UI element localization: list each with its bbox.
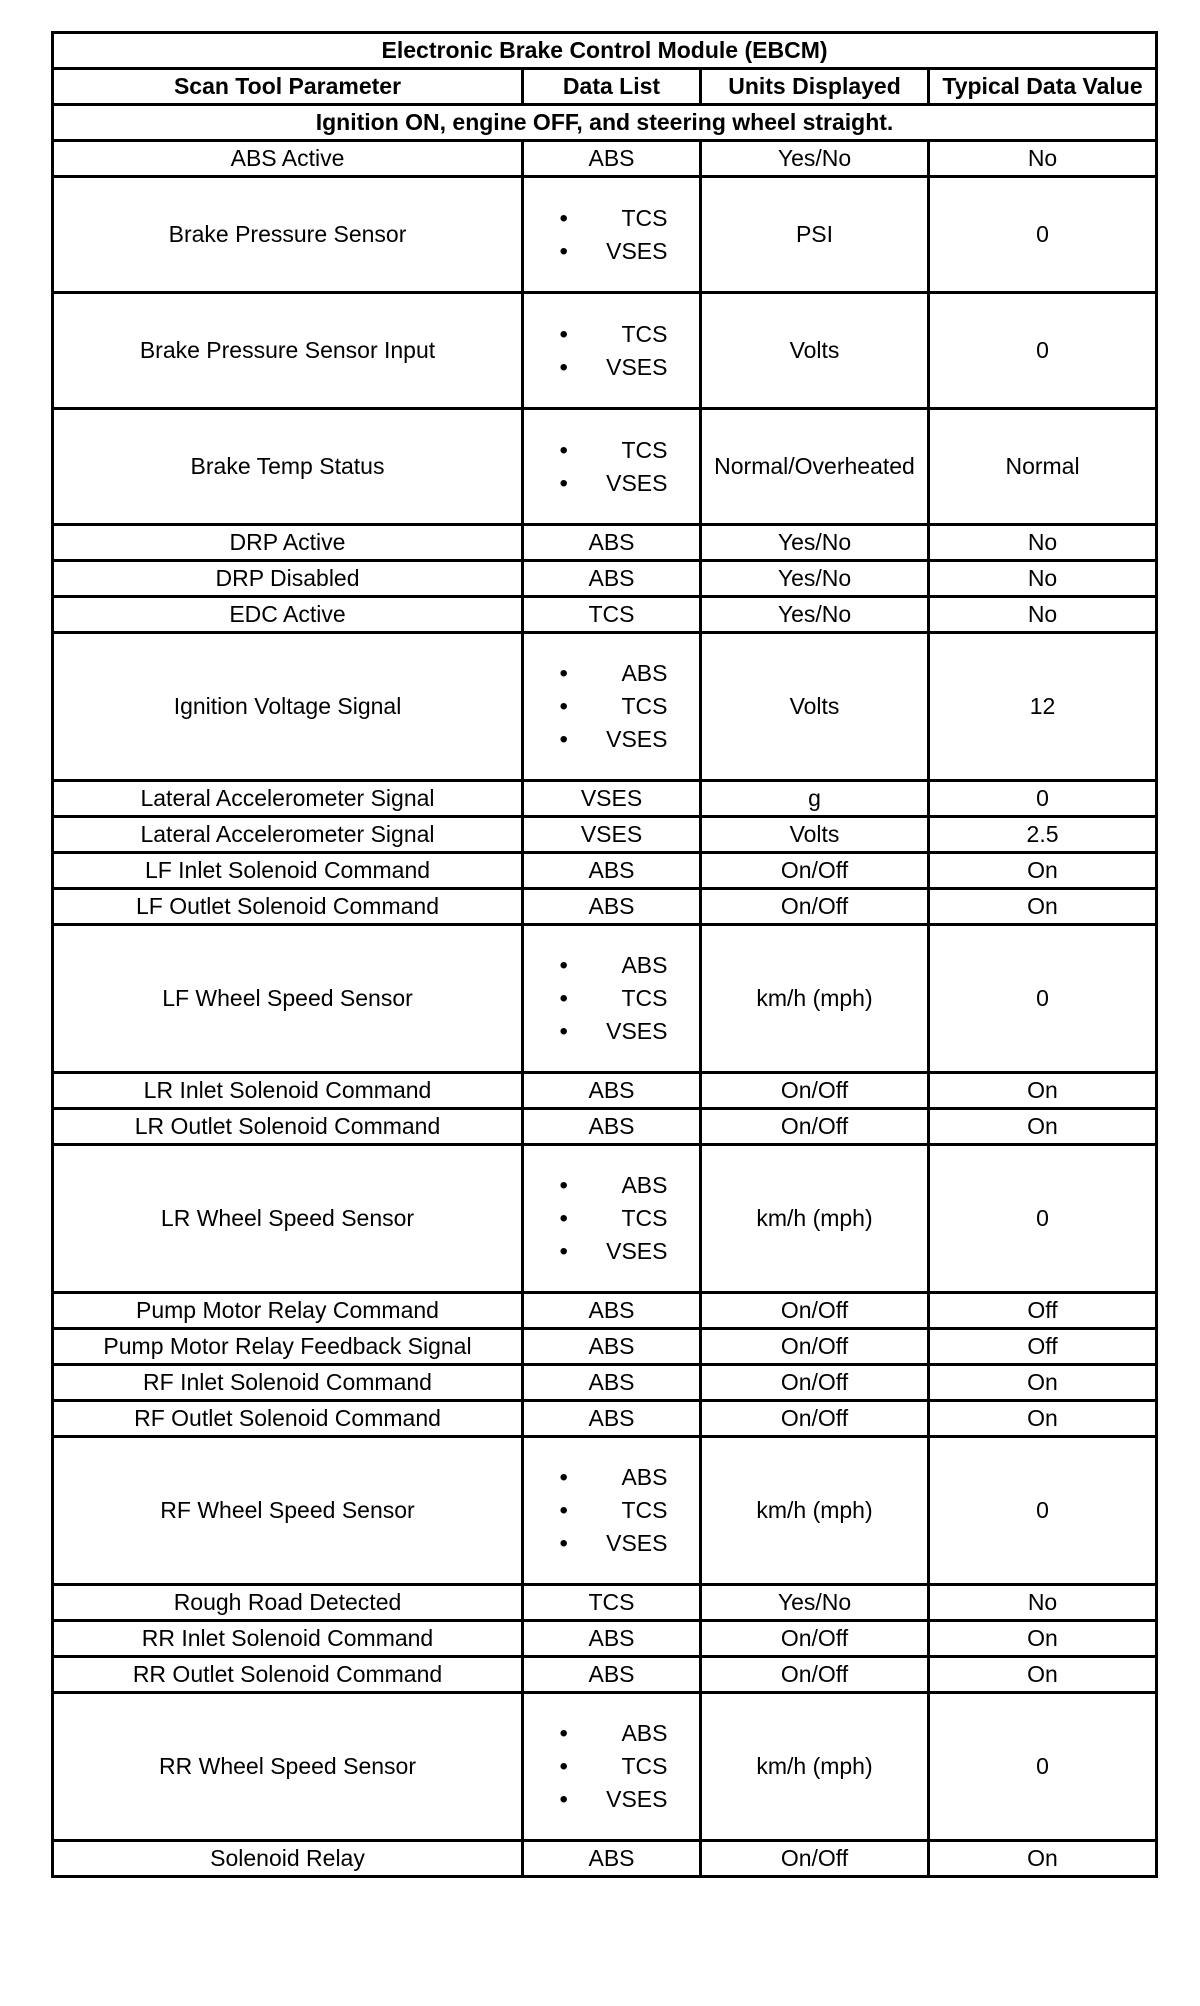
data-list-bullets (552, 1169, 672, 1268)
cell-typical-data-value: Normal (929, 409, 1157, 525)
cell-data-list: ABS (523, 1841, 701, 1877)
cell-units-displayed: On/Off (701, 1293, 929, 1329)
header-units-displayed: Units Displayed (701, 69, 929, 105)
cell-typical-data-value: On (929, 1657, 1157, 1693)
cell-scan-tool-parameter: ABS Active (53, 141, 523, 177)
cell-typical-data-value: On (929, 1841, 1157, 1877)
cell-typical-data-value: On (929, 1401, 1157, 1437)
table-row (53, 177, 1157, 293)
cell-typical-data-value: On (929, 853, 1157, 889)
table-row (53, 1621, 1157, 1657)
cell-scan-tool-parameter: LF Inlet Solenoid Command (53, 853, 523, 889)
data-list-bullets (552, 434, 672, 500)
table-row (53, 1841, 1157, 1877)
cell-scan-tool-parameter: LR Wheel Speed Sensor (53, 1145, 523, 1293)
cell-units-displayed: km/h (mph) (701, 925, 929, 1073)
data-list-bullets (552, 202, 672, 268)
data-list-bullets (552, 318, 672, 384)
cell-typical-data-value: 2.5 (929, 817, 1157, 853)
data-list-item: • ABS (552, 949, 672, 982)
cell-scan-tool-parameter: RR Wheel Speed Sensor (53, 1693, 523, 1841)
cell-scan-tool-parameter: RF Outlet Solenoid Command (53, 1401, 523, 1437)
table-row (53, 561, 1157, 597)
cell-data-list (523, 177, 701, 293)
cell-scan-tool-parameter: Pump Motor Relay Feedback Signal (53, 1329, 523, 1365)
cell-typical-data-value: On (929, 1109, 1157, 1145)
cell-scan-tool-parameter: Pump Motor Relay Command (53, 1293, 523, 1329)
cell-typical-data-value: No (929, 597, 1157, 633)
cell-scan-tool-parameter: LR Inlet Solenoid Command (53, 1073, 523, 1109)
data-list-item: • TCS (552, 434, 672, 467)
cell-typical-data-value: 12 (929, 633, 1157, 781)
data-list-item: • ABS (552, 1169, 672, 1202)
cell-scan-tool-parameter: RF Wheel Speed Sensor (53, 1437, 523, 1585)
table-row (53, 1365, 1157, 1401)
table-row (53, 925, 1157, 1073)
table-header-row (53, 69, 1157, 105)
table-row (53, 1401, 1157, 1437)
data-list-item: • TCS (552, 982, 672, 1015)
data-list-bullets (552, 657, 672, 756)
data-list-item: • VSES (552, 1235, 672, 1268)
cell-typical-data-value: 0 (929, 293, 1157, 409)
cell-data-list: ABS (523, 1621, 701, 1657)
table-row (53, 1329, 1157, 1365)
cell-units-displayed: On/Off (701, 1657, 929, 1693)
data-list-item: • VSES (552, 723, 672, 756)
cell-scan-tool-parameter: EDC Active (53, 597, 523, 633)
cell-units-displayed: Yes/No (701, 1585, 929, 1621)
cell-units-displayed: Yes/No (701, 561, 929, 597)
table-row (53, 1585, 1157, 1621)
cell-typical-data-value: 0 (929, 781, 1157, 817)
cell-units-displayed: On/Off (701, 1401, 929, 1437)
table-row (53, 1437, 1157, 1585)
cell-scan-tool-parameter: Lateral Accelerometer Signal (53, 817, 523, 853)
table-title: Electronic Brake Control Module (EBCM) (53, 33, 1157, 69)
data-list-item: • TCS (552, 690, 672, 723)
cell-units-displayed: On/Off (701, 1621, 929, 1657)
cell-scan-tool-parameter: Rough Road Detected (53, 1585, 523, 1621)
cell-typical-data-value: 0 (929, 1693, 1157, 1841)
condition-row (53, 105, 1157, 141)
cell-units-displayed: On/Off (701, 1073, 929, 1109)
cell-data-list: ABS (523, 853, 701, 889)
cell-data-list (523, 1693, 701, 1841)
cell-typical-data-value: No (929, 141, 1157, 177)
table-row (53, 853, 1157, 889)
cell-typical-data-value: 0 (929, 1145, 1157, 1293)
cell-data-list: ABS (523, 1329, 701, 1365)
cell-units-displayed: km/h (mph) (701, 1437, 929, 1585)
cell-scan-tool-parameter: DRP Disabled (53, 561, 523, 597)
cell-data-list: ABS (523, 1365, 701, 1401)
cell-units-displayed: Volts (701, 293, 929, 409)
cell-scan-tool-parameter: RF Inlet Solenoid Command (53, 1365, 523, 1401)
cell-scan-tool-parameter: RR Inlet Solenoid Command (53, 1621, 523, 1657)
cell-typical-data-value: Off (929, 1329, 1157, 1365)
ebcm-data-table (51, 31, 1158, 1878)
cell-units-displayed: On/Off (701, 1109, 929, 1145)
cell-data-list: ABS (523, 1073, 701, 1109)
cell-data-list (523, 293, 701, 409)
cell-typical-data-value: Off (929, 1293, 1157, 1329)
cell-scan-tool-parameter: Solenoid Relay (53, 1841, 523, 1877)
cell-data-list: ABS (523, 1293, 701, 1329)
cell-data-list: ABS (523, 1401, 701, 1437)
data-list-bullets (552, 949, 672, 1048)
cell-typical-data-value: No (929, 525, 1157, 561)
cell-units-displayed: On/Off (701, 1329, 929, 1365)
data-list-item: • VSES (552, 235, 672, 268)
table-row (53, 293, 1157, 409)
cell-scan-tool-parameter: LR Outlet Solenoid Command (53, 1109, 523, 1145)
cell-data-list (523, 1437, 701, 1585)
cell-typical-data-value: On (929, 1621, 1157, 1657)
header-scan-tool-parameter: Scan Tool Parameter (53, 69, 523, 105)
cell-typical-data-value: No (929, 1585, 1157, 1621)
data-list-bullets (552, 1717, 672, 1816)
cell-scan-tool-parameter: Brake Pressure Sensor (53, 177, 523, 293)
cell-data-list: VSES (523, 817, 701, 853)
cell-data-list: ABS (523, 141, 701, 177)
cell-data-list (523, 409, 701, 525)
cell-units-displayed: On/Off (701, 1841, 929, 1877)
cell-typical-data-value: 0 (929, 925, 1157, 1073)
cell-units-displayed: Volts (701, 817, 929, 853)
header-typical-data-value: Typical Data Value (929, 69, 1157, 105)
cell-units-displayed: Yes/No (701, 597, 929, 633)
cell-typical-data-value: 0 (929, 177, 1157, 293)
data-list-item: • TCS (552, 318, 672, 351)
table-row (53, 633, 1157, 781)
cell-data-list: ABS (523, 561, 701, 597)
data-list-item: • VSES (552, 467, 672, 500)
cell-data-list: VSES (523, 781, 701, 817)
data-list-item: • VSES (552, 1527, 672, 1560)
cell-typical-data-value: No (929, 561, 1157, 597)
cell-units-displayed: PSI (701, 177, 929, 293)
cell-scan-tool-parameter: Brake Temp Status (53, 409, 523, 525)
data-list-item: • VSES (552, 351, 672, 384)
table-row (53, 1145, 1157, 1293)
cell-units-displayed: On/Off (701, 889, 929, 925)
cell-units-displayed: Normal/Overheated (701, 409, 929, 525)
cell-units-displayed: g (701, 781, 929, 817)
table-row (53, 781, 1157, 817)
data-list-item: • ABS (552, 657, 672, 690)
data-list-item: • TCS (552, 1750, 672, 1783)
cell-units-displayed: Volts (701, 633, 929, 781)
data-list-item: • ABS (552, 1461, 672, 1494)
table-row (53, 1657, 1157, 1693)
data-list-item: • TCS (552, 1202, 672, 1235)
cell-scan-tool-parameter: Brake Pressure Sensor Input (53, 293, 523, 409)
cell-units-displayed: Yes/No (701, 525, 929, 561)
cell-data-list (523, 925, 701, 1073)
cell-units-displayed: Yes/No (701, 141, 929, 177)
table-row (53, 525, 1157, 561)
cell-units-displayed: On/Off (701, 853, 929, 889)
table-row (53, 409, 1157, 525)
cell-data-list (523, 1145, 701, 1293)
table-row (53, 597, 1157, 633)
cell-scan-tool-parameter: LF Wheel Speed Sensor (53, 925, 523, 1073)
cell-scan-tool-parameter: Lateral Accelerometer Signal (53, 781, 523, 817)
cell-units-displayed: km/h (mph) (701, 1145, 929, 1293)
cell-scan-tool-parameter: LF Outlet Solenoid Command (53, 889, 523, 925)
data-list-item: • VSES (552, 1015, 672, 1048)
table-title-row (53, 33, 1157, 69)
cell-units-displayed: km/h (mph) (701, 1693, 929, 1841)
table-body (53, 141, 1157, 1877)
cell-data-list: TCS (523, 1585, 701, 1621)
cell-data-list (523, 633, 701, 781)
cell-data-list: ABS (523, 1657, 701, 1693)
cell-data-list: TCS (523, 597, 701, 633)
cell-typical-data-value: On (929, 889, 1157, 925)
data-list-item: • VSES (552, 1783, 672, 1816)
data-list-bullets (552, 1461, 672, 1560)
table-row (53, 889, 1157, 925)
cell-scan-tool-parameter: DRP Active (53, 525, 523, 561)
cell-data-list: ABS (523, 525, 701, 561)
table-row (53, 1109, 1157, 1145)
cell-scan-tool-parameter: RR Outlet Solenoid Command (53, 1657, 523, 1693)
header-data-list: Data List (523, 69, 701, 105)
cell-data-list: ABS (523, 889, 701, 925)
cell-typical-data-value: On (929, 1073, 1157, 1109)
cell-typical-data-value: On (929, 1365, 1157, 1401)
table-row (53, 141, 1157, 177)
cell-data-list: ABS (523, 1109, 701, 1145)
cell-units-displayed: On/Off (701, 1365, 929, 1401)
table-row (53, 1293, 1157, 1329)
data-list-item: • ABS (552, 1717, 672, 1750)
cell-scan-tool-parameter: Ignition Voltage Signal (53, 633, 523, 781)
table-row (53, 1073, 1157, 1109)
table-row (53, 817, 1157, 853)
data-list-item: • TCS (552, 1494, 672, 1527)
cell-typical-data-value: 0 (929, 1437, 1157, 1585)
table-row (53, 1693, 1157, 1841)
data-list-item: • TCS (552, 202, 672, 235)
test-condition: Ignition ON, engine OFF, and steering wheel straight. (53, 105, 1157, 141)
